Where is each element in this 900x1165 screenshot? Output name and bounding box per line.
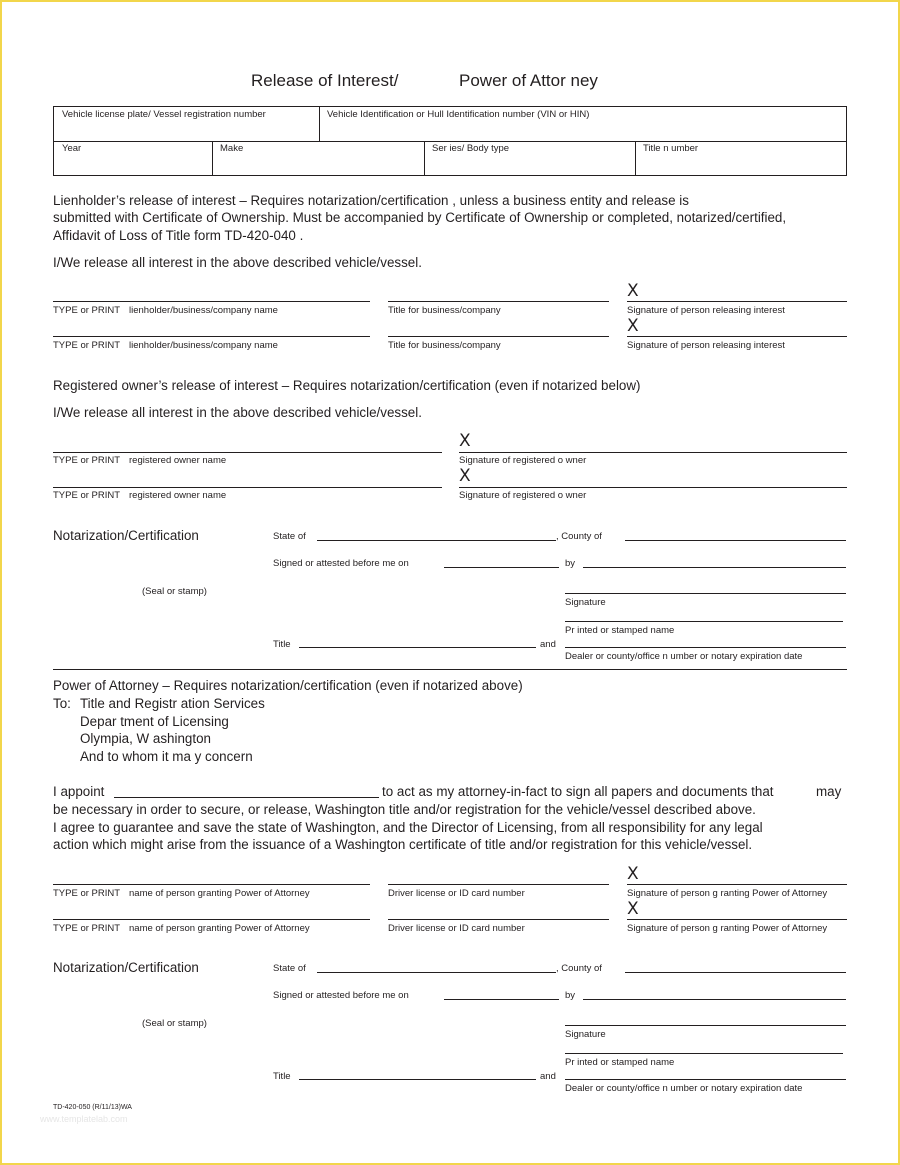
lienholder-title-label: Title for business/company [388, 305, 501, 316]
signature-x-mark: X [627, 899, 639, 919]
poa-name-label: name of person granting Power of Attorney [129, 888, 310, 899]
signature-x-mark: X [627, 316, 639, 336]
title-label: Title [273, 639, 291, 650]
poa-name-input-1[interactable] [53, 868, 369, 883]
signed-before-label: Signed or attested before me on [273, 558, 409, 569]
poa-signature-line-1[interactable] [627, 884, 847, 885]
notary1-signature-line[interactable] [565, 593, 846, 594]
notary1-by-input[interactable] [583, 551, 845, 566]
vin-cell[interactable] [319, 107, 846, 141]
vehicle-id-table [53, 106, 847, 176]
owner-name-label: registered owner name [129, 455, 227, 466]
type-print-label: TYPE or PRINT [53, 888, 121, 899]
and-label: and [540, 639, 556, 650]
lienholder-signature-line-2[interactable] [627, 336, 847, 337]
notary2-title-input[interactable] [299, 1063, 535, 1078]
printed-name-label: Pr inted or stamped name [565, 1057, 675, 1068]
poa-to-line: Depar tment of Licensing [80, 714, 229, 729]
owner-signature-line-2[interactable] [459, 487, 847, 488]
lienholder-title-input-2[interactable] [388, 320, 608, 335]
poa-license-label: Driver license or ID card number [388, 888, 525, 899]
by-label: by [565, 990, 576, 1001]
lienholder-name-label: lienholder/business/company name [129, 305, 278, 316]
signature-x-mark: X [459, 431, 471, 451]
seal-label: (Seal or stamp) [142, 1018, 207, 1029]
lienholder-signature-line-1[interactable] [627, 301, 847, 302]
poa-license-label: Driver license or ID card number [388, 923, 525, 934]
signature-x-mark: X [627, 864, 639, 884]
attorney-in-fact-input[interactable] [114, 782, 378, 797]
poa-license-input-1[interactable] [388, 868, 608, 883]
form-title-poa: Power of Attor ney [459, 71, 598, 90]
appoint-text: to act as my attorney-in-fact to sign all papers and documents that [382, 784, 774, 799]
notary1-state-input[interactable] [317, 524, 555, 539]
owner-name-input-1[interactable] [53, 436, 441, 451]
notary2-date-input[interactable] [444, 983, 558, 998]
type-print-label: TYPE or PRINT [53, 305, 121, 316]
signature-label: Signature [565, 597, 606, 608]
notary2-by-input[interactable] [583, 983, 845, 998]
lienholder-signature-label: Signature of person releasing interest [627, 305, 785, 316]
title-number-label: Title n umber [643, 143, 699, 154]
poa-to-label: To: [53, 696, 71, 711]
notary1-dealer-input[interactable] [565, 631, 845, 646]
poa-license-input-2[interactable] [388, 903, 608, 918]
vin-label: Vehicle Identification or Hull Identification number (VIN or HIN) [327, 109, 590, 120]
notary2-state-input[interactable] [317, 956, 555, 971]
poa-signature-line-2[interactable] [627, 919, 847, 920]
notary1-date-input[interactable] [444, 551, 558, 566]
poa-heading: Power of Attorney – Requires notarization/certification (even if notarized above) [53, 678, 523, 693]
notarization-heading-1: Notarization/Certification [53, 528, 199, 543]
year-label: Year [62, 143, 82, 154]
poa-text-2: be necessary in order to secure, or release, Washington title and/or registration for the vehicle/vessel described above. [53, 802, 756, 817]
year-cell[interactable] [54, 141, 212, 175]
printed-name-label: Pr inted or stamped name [565, 625, 675, 636]
dealer-label: Dealer or county/office n umber or notary expiration date [565, 651, 803, 662]
notary2-county-input[interactable] [625, 956, 845, 971]
county-label: , County of [556, 531, 602, 542]
form-title-release: Release of Interest/ [251, 71, 399, 90]
section-divider [53, 669, 847, 670]
owner-signature-label: Signature of registered o wner [459, 455, 587, 466]
lienholder-heading: Lienholder’s release of interest – Requires notarization/certification , unless a business entity and release is [53, 193, 689, 208]
signed-before-label: Signed or attested before me on [273, 990, 409, 1001]
type-print-label: TYPE or PRINT [53, 455, 121, 466]
owner-heading: Registered owner’s release of interest – Requires notarization/certification (even if notarized below) [53, 378, 641, 393]
notary1-printed-name-line[interactable] [565, 621, 843, 622]
type-print-label: TYPE or PRINT [53, 340, 121, 351]
by-label: by [565, 558, 576, 569]
poa-to-line: Title and Registr ation Services [80, 696, 265, 711]
title-label: Title [273, 1071, 291, 1082]
owner-release-statement: I/We release all interest in the above described vehicle/vessel. [53, 405, 422, 420]
notarization-heading-2: Notarization/Certification [53, 960, 199, 975]
state-label: State of [273, 531, 306, 542]
lienholder-name-label: lienholder/business/company name [129, 340, 278, 351]
form-number: TD-420-050 (R/11/13)WA [53, 1104, 132, 1111]
signature-label: Signature [565, 1029, 606, 1040]
dealer-label: Dealer or county/office n umber or notary expiration date [565, 1083, 803, 1094]
lienholder-release-statement: I/We release all interest in the above described vehicle/vessel. [53, 255, 422, 270]
lienholder-signature-label: Signature of person releasing interest [627, 340, 785, 351]
seal-label: (Seal or stamp) [142, 586, 207, 597]
notary2-printed-name-line[interactable] [565, 1053, 843, 1054]
poa-signature-label: Signature of person g ranting Power of Attorney [627, 888, 828, 899]
signature-x-mark: X [627, 281, 639, 301]
notary2-dealer-input[interactable] [565, 1063, 845, 1078]
make-cell[interactable] [212, 141, 424, 175]
title-number-cell[interactable] [635, 141, 846, 175]
plate-cell[interactable] [54, 107, 319, 141]
notary1-title-input[interactable] [299, 631, 535, 646]
make-label: Make [220, 143, 244, 154]
county-label: , County of [556, 963, 602, 974]
poa-signature-label: Signature of person g ranting Power of Attorney [627, 923, 828, 934]
lienholder-text-2: submitted with Certificate of Ownership. Must be accompanied by Certificate of Ownership or completed, notarized/certified, [53, 210, 787, 225]
poa-to-line: And to whom it ma y concern [80, 749, 253, 764]
poa-to-line: Olympia, W ashington [80, 731, 211, 746]
plate-label: Vehicle license plate/ Vessel registration number [62, 109, 266, 120]
watermark: www.templatelab.com [40, 1114, 128, 1124]
notary1-county-input[interactable] [625, 524, 845, 539]
type-print-label: TYPE or PRINT [53, 923, 121, 934]
series-label: Ser ies/ Body type [432, 143, 510, 154]
lienholder-name-input-2[interactable] [53, 320, 369, 335]
and-label: and [540, 1071, 556, 1082]
owner-signature-label: Signature of registered o wner [459, 490, 587, 501]
appoint-label: I appoint [53, 784, 105, 799]
lienholder-title-label: Title for business/company [388, 340, 501, 351]
lienholder-name-input-1[interactable] [53, 285, 369, 300]
series-cell[interactable] [424, 141, 635, 175]
type-print-label: TYPE or PRINT [53, 490, 121, 501]
owner-signature-line-1[interactable] [459, 452, 847, 453]
poa-name-input-2[interactable] [53, 903, 369, 918]
appoint-may: may [816, 784, 842, 799]
state-label: State of [273, 963, 306, 974]
lienholder-text-3: Affidavit of Loss of Title form TD-420-040 . [53, 228, 304, 243]
lienholder-title-input-1[interactable] [388, 285, 608, 300]
notary2-signature-line[interactable] [565, 1025, 846, 1026]
signature-x-mark: X [459, 466, 471, 486]
owner-name-label: registered owner name [129, 490, 227, 501]
poa-name-label: name of person granting Power of Attorney [129, 923, 310, 934]
poa-text-4: action which might arise from the issuance of a Washington certificate of title and/or registration for this vehicle/vessel. [53, 837, 753, 852]
owner-name-input-2[interactable] [53, 471, 441, 486]
poa-text-3: I agree to guarantee and save the state of Washington, and the Director of Licensing, from all responsibility for any legal [53, 820, 763, 835]
